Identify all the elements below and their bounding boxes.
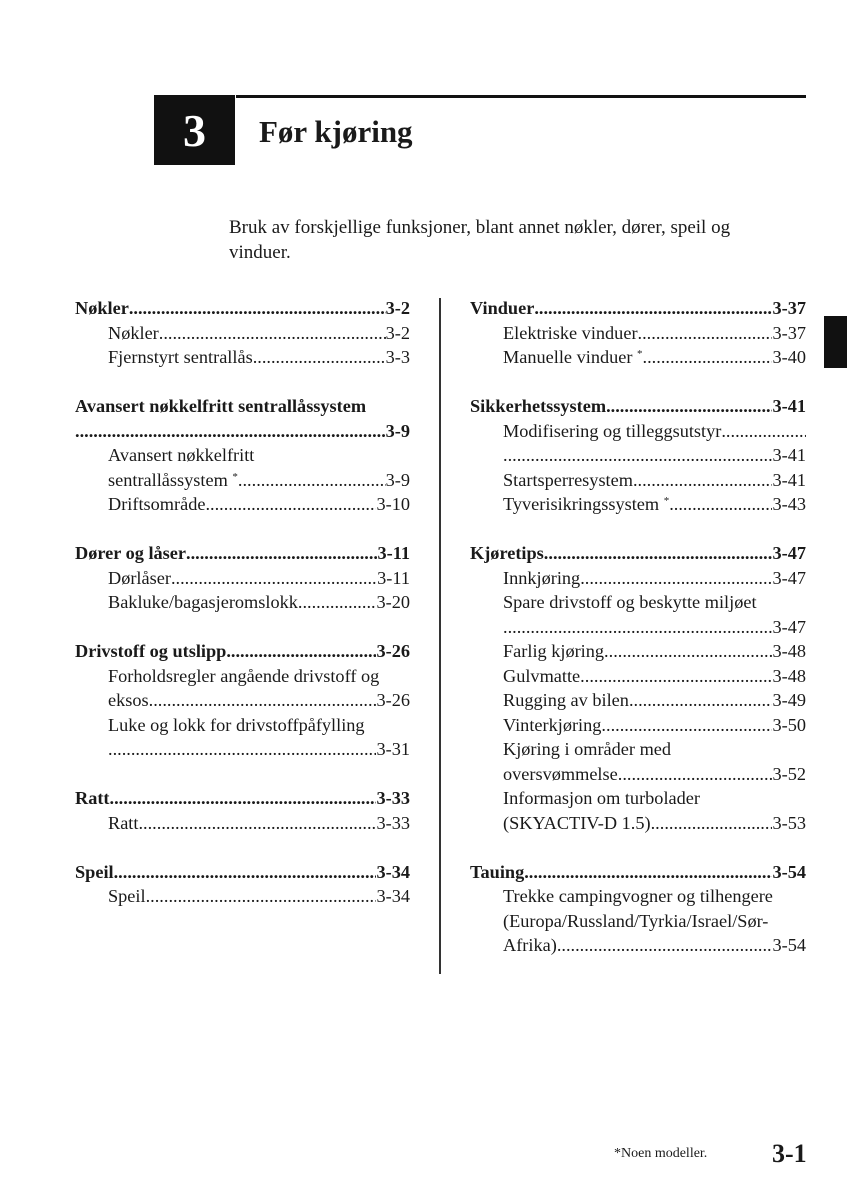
toc-item-line[interactable]: Forholdsregler angående drivstoff og	[108, 665, 380, 686]
page-number: 3-1	[772, 1139, 807, 1168]
toc-section	[75, 786, 410, 835]
toc-item[interactable]: eksos ..... 3-26	[75, 688, 410, 713]
toc-heading-vinduer[interactable]: Vinduer ..... 3-37	[470, 296, 806, 321]
toc-section	[470, 296, 806, 370]
toc-item[interactable]: Farlig kjøring ..... 3-48	[470, 639, 806, 664]
toc-item[interactable]: Rugging av bilen ..... 3-49	[470, 688, 806, 713]
footnote-star: *	[637, 348, 643, 360]
footnote-star: *	[663, 495, 670, 507]
toc-section	[75, 394, 410, 517]
toc-item[interactable]: Startsperresystem ..... 3-41	[470, 468, 806, 493]
toc-item[interactable]: Gulvmatte ..... 3-48	[470, 664, 806, 689]
footnote: *Noen modeller.	[614, 1146, 708, 1161]
toc-item[interactable]: Ratt ..... 3-33	[75, 811, 410, 836]
toc-section	[75, 860, 410, 909]
toc-section	[75, 541, 410, 615]
toc-item-line[interactable]: Modifisering og tilleggsutstyr .....	[470, 419, 806, 444]
toc-item[interactable]: Innkjøring ..... 3-47	[470, 566, 806, 591]
toc-item[interactable]: Dørlåser ..... 3-11	[75, 566, 410, 591]
toc-section	[470, 394, 806, 517]
toc-item[interactable]: Vinterkjøring ..... 3-50	[470, 713, 806, 738]
chapter-intro: Bruk av forskjellige funksjoner, blant annet nøkler, dører, speil og vinduer.	[229, 217, 731, 263]
toc-item[interactable]: sentrallåssystem * ..... 3-9	[75, 468, 410, 493]
toc-item[interactable]: Manuelle vinduer * ..... 3-40	[470, 345, 806, 370]
toc-item-line[interactable]: Informasjon om turbolader	[503, 788, 700, 808]
toc-item-line[interactable]: (Europa/Russland/Tyrkia/Israel/Sør-	[503, 910, 769, 931]
toc-heading-speil[interactable]: Speil ..... 3-34	[75, 860, 410, 885]
toc-item-line[interactable]: Trekke campingvogner og tilhengere	[503, 886, 773, 906]
toc-heading-drivstoff[interactable]: Drivstoff og utslipp ..... 3-26	[75, 639, 410, 664]
toc-heading-kjoretips[interactable]: Kjøretips ..... 3-47	[470, 541, 806, 566]
toc-heading-nokler[interactable]: Nøkler ..... 3-2	[75, 296, 410, 321]
toc-item[interactable]: Elektriske vinduer ..... 3-37	[470, 321, 806, 346]
toc-item-line[interactable]: Luke og lokk for drivstoffpåfylling	[108, 714, 365, 735]
toc-item[interactable]: Afrika) ..... 3-54	[470, 933, 806, 958]
toc-item[interactable]: ..... 3-41	[470, 443, 806, 468]
toc-heading-avansert-page[interactable]: ..... 3-9	[75, 419, 410, 444]
toc-heading-avansert[interactable]: Avansert nøkkelfritt sentrallåssystem	[75, 396, 367, 416]
toc-right-column	[470, 296, 806, 982]
chapter-header-rule	[236, 95, 806, 98]
toc-heading-sikkerhet[interactable]: Sikkerhetssystem ..... 3-41	[470, 394, 806, 419]
toc-item[interactable]: Fjernstyrt sentrallås ..... 3-3	[75, 345, 410, 370]
toc-item-line[interactable]: Avansert nøkkelfritt	[108, 445, 255, 465]
chapter-number: 3	[183, 104, 206, 156]
chapter-number-box	[154, 95, 235, 165]
toc-item[interactable]: Speil ..... 3-34	[75, 884, 410, 909]
toc-section	[470, 860, 806, 958]
toc-item[interactable]: Bakluke/bagasjeromslokk ..... 3-20	[75, 590, 410, 615]
toc-item[interactable]: Tyverisikringssystem * ..... 3-43	[470, 492, 806, 517]
toc-item[interactable]: (SKYACTIV-D 1.5) ..... 3-53	[470, 811, 806, 836]
toc-heading-tauing[interactable]: Tauing ..... 3-54	[470, 860, 806, 885]
toc-item-line[interactable]: Spare drivstoff og beskytte miljøet	[503, 592, 757, 612]
toc-item[interactable]: ..... 3-31	[75, 737, 410, 762]
toc-heading-dorer[interactable]: Dører og låser ..... 3-11	[75, 541, 410, 566]
footnote-star: *	[232, 470, 238, 483]
toc-item[interactable]: Driftsområde ..... 3-10	[75, 492, 410, 517]
column-divider	[439, 298, 441, 974]
toc-item[interactable]: Nøkler ..... 3-2	[75, 321, 410, 346]
chapter-side-tab	[824, 316, 847, 368]
toc-section	[470, 541, 806, 835]
chapter-title: Før kjøring	[259, 114, 413, 149]
toc-item[interactable]: ..... 3-47	[470, 615, 806, 640]
toc-item[interactable]: oversvømmelse ..... 3-52	[470, 762, 806, 787]
toc-left-column	[75, 296, 410, 933]
toc-section	[75, 296, 410, 370]
toc-section	[75, 639, 410, 762]
toc-heading-ratt[interactable]: Ratt ..... 3-33	[75, 786, 410, 811]
toc-item-line[interactable]: Kjøring i områder med	[503, 739, 672, 759]
